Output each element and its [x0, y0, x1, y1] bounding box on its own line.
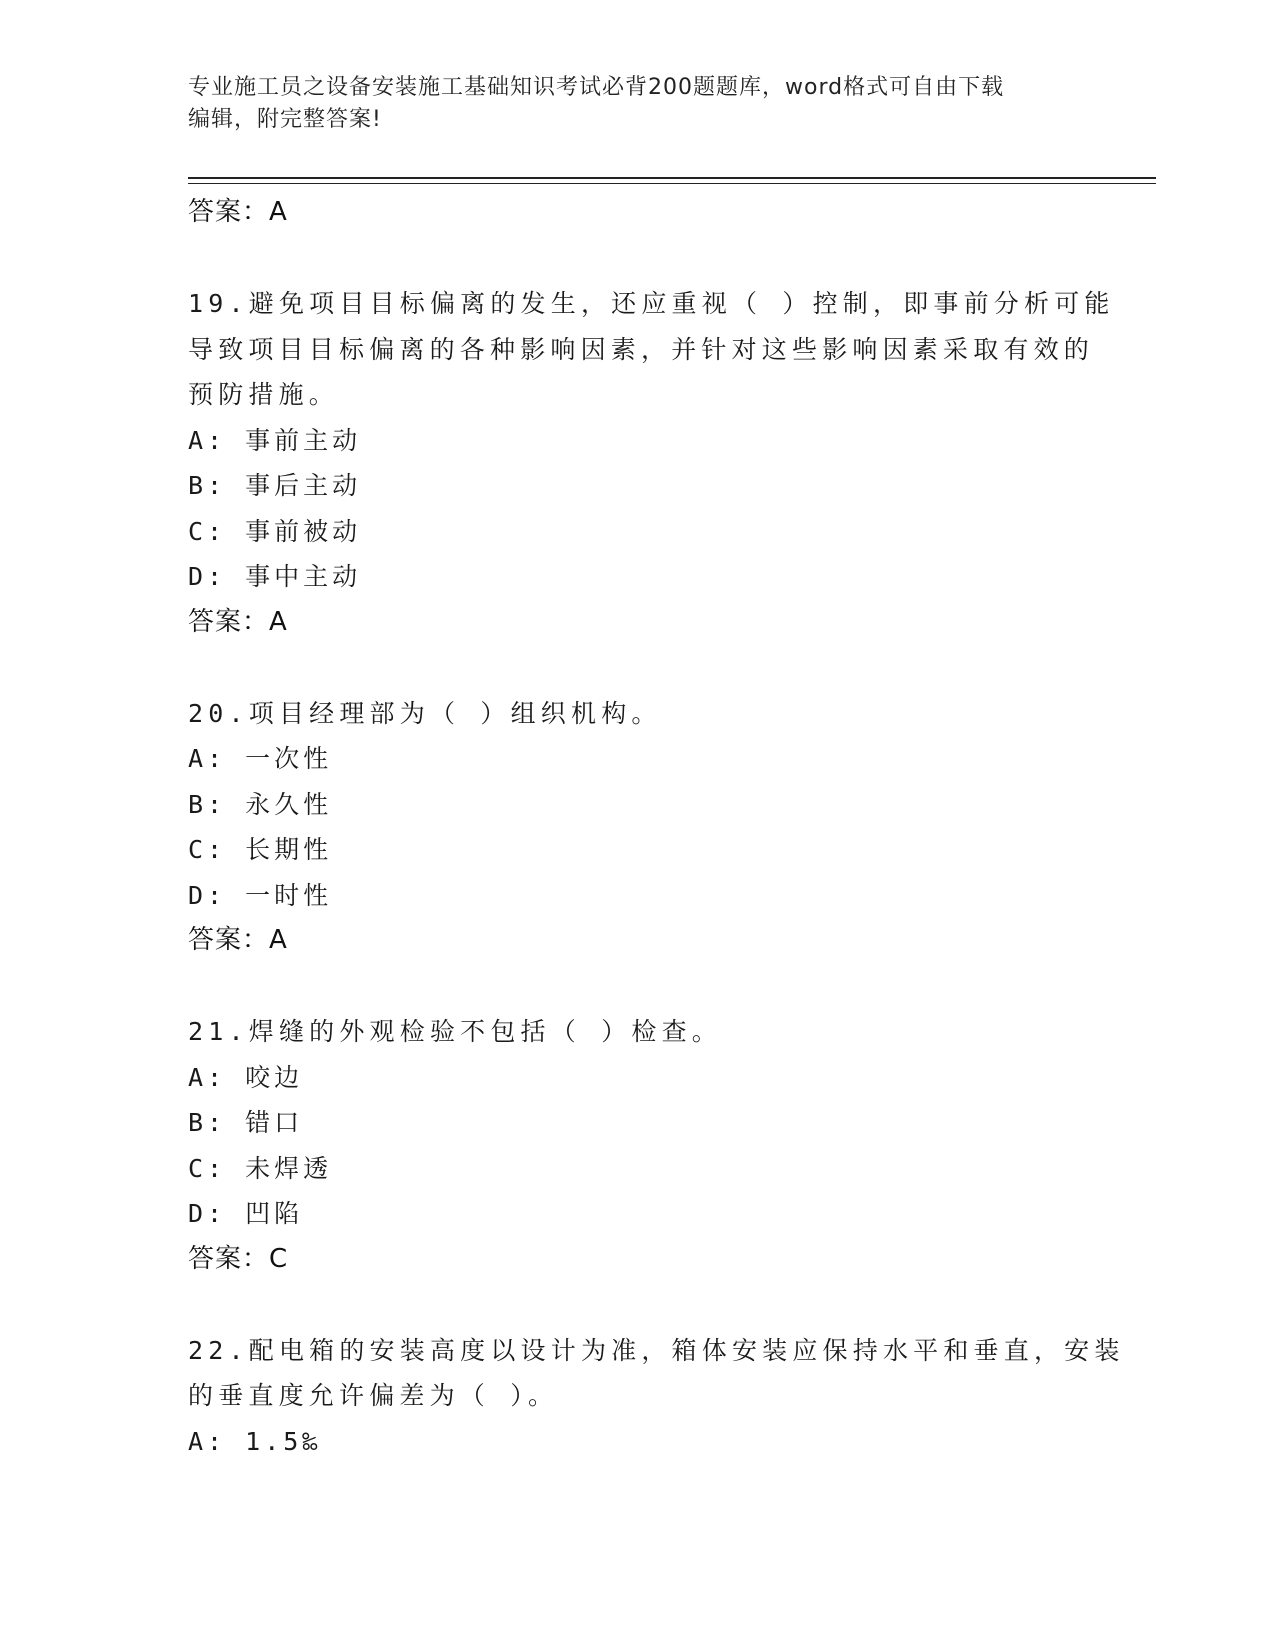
answer: 答案：A [188, 606, 288, 637]
question-stem-line: 22.配电箱的安装高度以设计为准，箱体安装应保持水平和垂直，安装 [188, 1335, 1125, 1365]
question-stem-line: 20.项目经理部为（ ）组织机构。 [188, 698, 662, 728]
question-21 [188, 1009, 1088, 1282]
option-c: C: 长期性 [188, 835, 333, 864]
question-stem-line: 预防措施。 [188, 380, 340, 409]
option-a: A: 事前主动 [188, 425, 362, 455]
page-header [188, 72, 1068, 136]
option-b: B: 错口 [188, 1108, 304, 1137]
question-stem-line: 19.避免项目目标偏离的发生，还应重视（ ）控制，即事前分析可能 [188, 289, 1115, 318]
spacer [188, 964, 1088, 1010]
spacer [188, 236, 1088, 282]
option-d: D: 凹陷 [188, 1199, 304, 1228]
header-divider-thin [188, 183, 1156, 184]
option-d: D: 一时性 [188, 880, 333, 910]
option-c: C: 事前被动 [188, 516, 362, 546]
option-c: C: 未焊透 [188, 1153, 333, 1183]
previous-answer: 答案：A [188, 197, 288, 227]
option-b: B: 事后主动 [188, 471, 362, 500]
option-a: A: 一次性 [188, 744, 333, 773]
question-stem-line: 21.焊缝的外观检验不包括（ ）检查。 [188, 1017, 723, 1046]
answer: 答案：C [188, 1243, 289, 1274]
header-divider-thick [188, 177, 1156, 179]
option-a: A: 1.5‰ [188, 1426, 322, 1456]
header-title-line-2: 编辑，附完整答案! [188, 107, 382, 132]
question-list [188, 190, 1125, 1464]
option-d: D: 事中主动 [188, 562, 362, 591]
question-stem-line: 导致项目目标偏离的各种影响因素，并针对这些影响因素采取有效的 [188, 334, 1095, 364]
option-a: A: 咬边 [188, 1062, 304, 1092]
spacer [188, 645, 1088, 691]
answer: 答案：A [188, 925, 288, 955]
question-stem-line: 的垂直度允许偏差为（ ）。 [188, 1381, 559, 1410]
header-title-line-1: 专业施工员之设备安装施工基础知识考试必背200题题库，word格式可自由下载 [188, 75, 1005, 100]
option-b: B: 永久性 [188, 789, 333, 819]
question-20 [188, 691, 1088, 964]
spacer [188, 1282, 1088, 1328]
question-19 [188, 281, 1115, 645]
question-22 [188, 1328, 1125, 1465]
